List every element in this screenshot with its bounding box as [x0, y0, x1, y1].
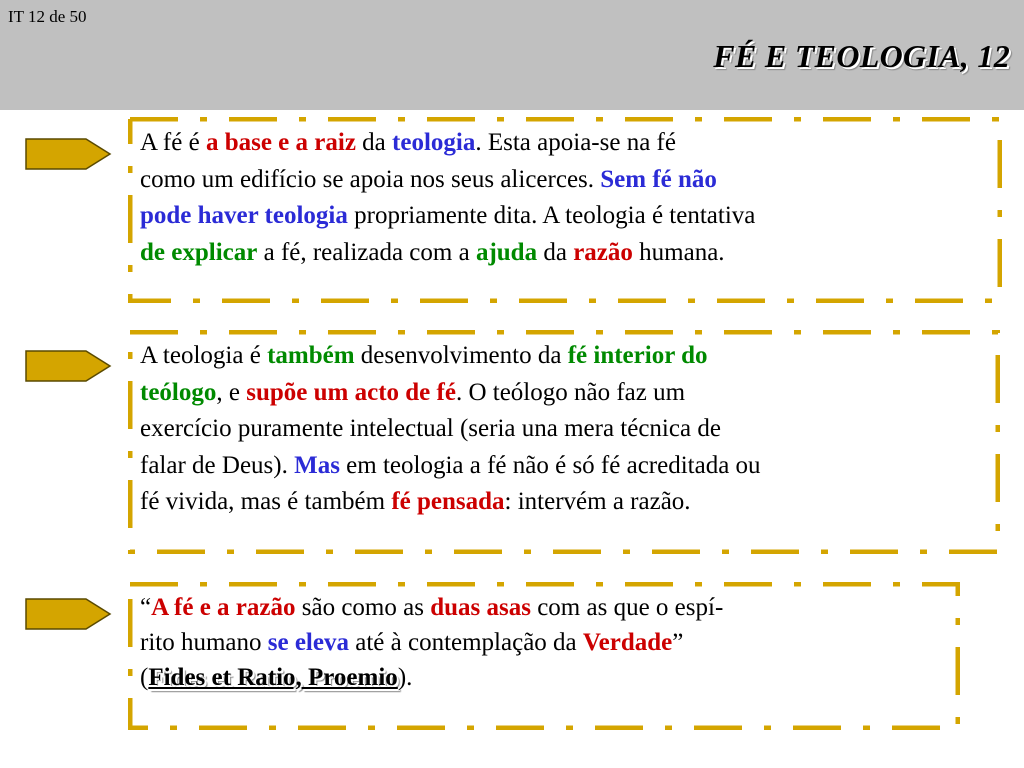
text-run: humana.: [632, 238, 725, 266]
highlighted-text: razão: [573, 238, 633, 266]
highlighted-text: se eleva: [267, 629, 349, 656]
highlighted-text: fé interior do: [567, 342, 708, 369]
text-run: fé vivida, mas é também: [140, 488, 392, 515]
right-arrow-icon: [24, 596, 114, 632]
slide-title: FÉ E TEOLOGIA, 12: [713, 38, 1010, 74]
text-run: . O teólogo não faz um: [455, 378, 686, 406]
text-run: da: [537, 238, 574, 266]
text-box-1: [128, 117, 1002, 303]
text-run: falar de Deus).: [140, 451, 295, 479]
text-run: exercício puramente intelectual (seria una mera técnica de: [140, 415, 721, 442]
highlighted-text: supõe um acto de fé: [246, 378, 456, 406]
highlighted-text: Fides et Ratio, Proemio: [148, 664, 398, 691]
highlighted-text: ajuda: [475, 238, 538, 266]
text-run: até à contemplação da: [348, 629, 583, 656]
highlighted-text: Mas: [294, 451, 340, 479]
paragraph-base-raiz: [140, 125, 994, 271]
highlighted-text: a base e a raiz: [205, 129, 356, 156]
text-run: ).: [397, 664, 413, 691]
text-run: “: [140, 594, 152, 621]
header-bar: [0, 0, 1024, 110]
text-run: como um edifício se apoia nos seus alicerces.: [140, 165, 601, 193]
text-run: rito humano: [140, 629, 268, 656]
text-run: ”: [672, 629, 684, 656]
highlighted-text: Sem fé não: [600, 165, 717, 193]
text-run: em teologia a fé não é só fé acreditada ou: [339, 451, 761, 479]
highlighted-text: Verdade: [582, 629, 673, 656]
text-run: a fé, realizada com a: [257, 238, 476, 266]
text-run: desenvolvimento da: [354, 342, 568, 369]
slide-counter: IT 12 de 50: [8, 7, 87, 26]
highlighted-text: A fé e a razão: [151, 594, 296, 621]
text-run: propriamente dita. A teologia é tentativa: [347, 202, 756, 229]
highlighted-text: também: [267, 342, 355, 369]
paragraph-desenvolvimento: [140, 338, 992, 521]
text-run: : intervém a razão.: [504, 488, 691, 515]
text-run: da: [355, 129, 393, 156]
highlighted-text: teólogo: [140, 378, 217, 406]
highlighted-text: teologia: [392, 129, 476, 156]
text-run: , e: [216, 378, 247, 406]
text-box-2: [128, 330, 1000, 554]
paragraph-quote: [140, 590, 952, 695]
text-run: . Esta apoia-se na fé: [475, 129, 676, 156]
text-run: (: [140, 664, 149, 691]
highlighted-text: de explicar: [140, 238, 258, 266]
text-run: são como as: [295, 594, 431, 621]
highlighted-text: duas asas: [430, 594, 531, 621]
text-run: A teologia é: [140, 342, 268, 369]
highlighted-text: fé pensada: [391, 488, 505, 515]
text-run: A fé é: [140, 129, 206, 156]
right-arrow-icon: [24, 348, 114, 384]
text-box-3: [128, 582, 960, 730]
text-run: com as que o espí-: [530, 594, 724, 621]
right-arrow-icon: [24, 136, 114, 172]
highlighted-text: pode haver teologia: [140, 202, 348, 229]
